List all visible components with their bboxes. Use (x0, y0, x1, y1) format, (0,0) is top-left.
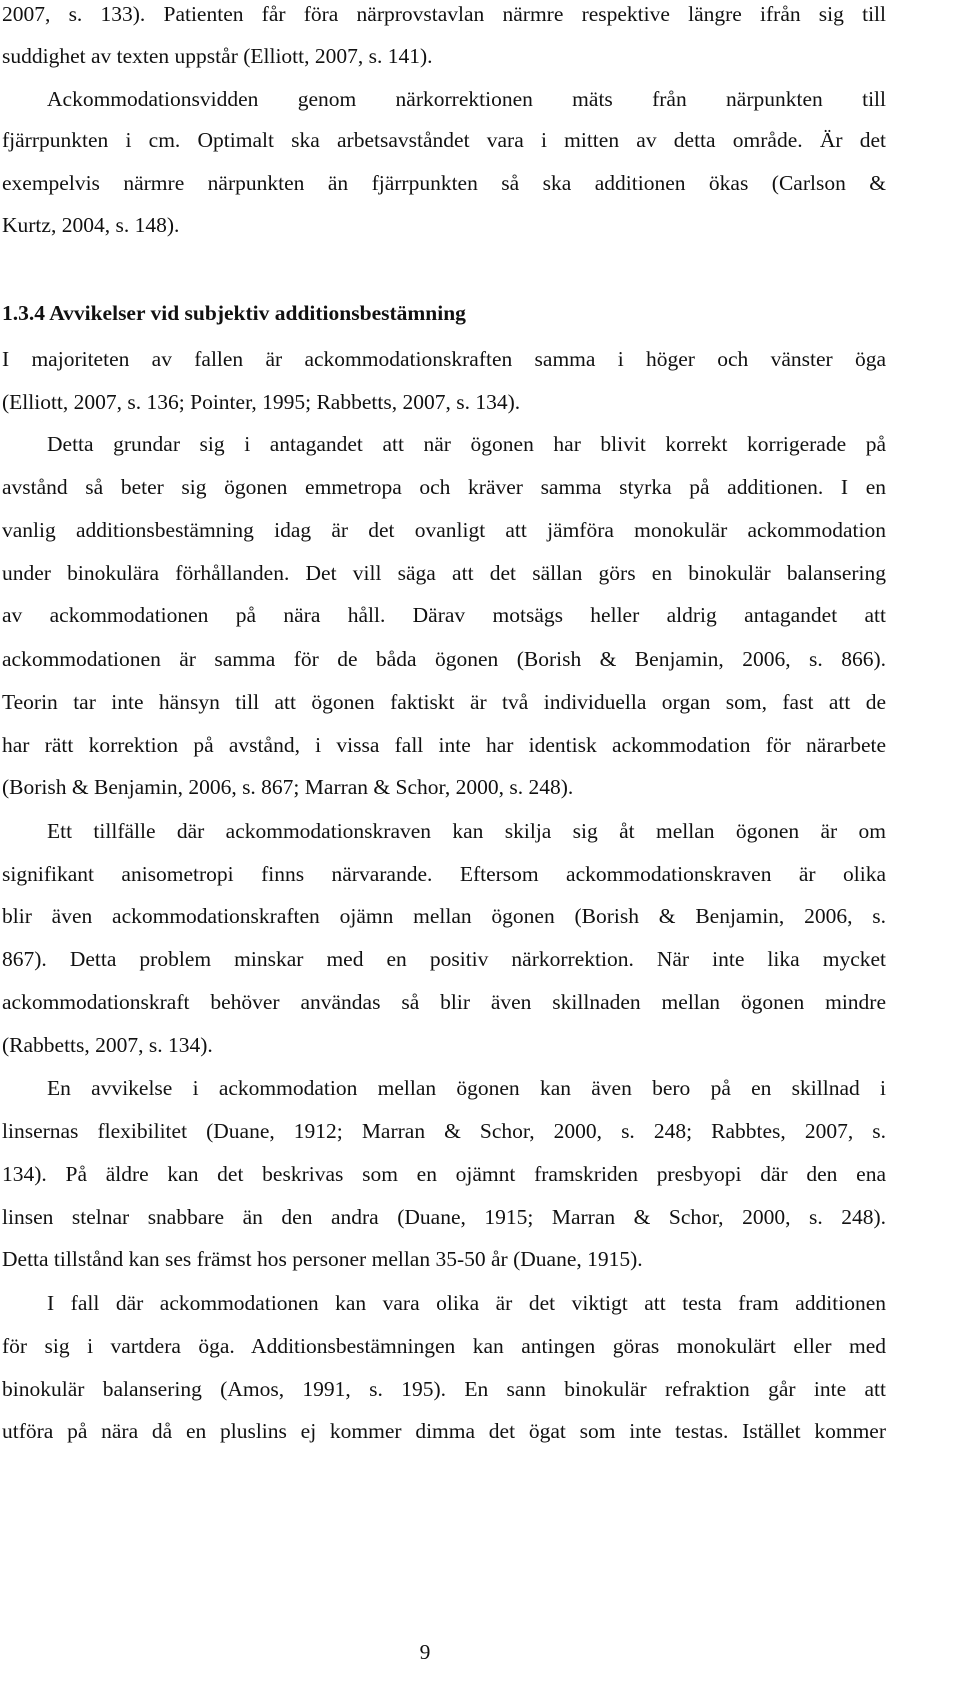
text-line: ackommodationskraft behöver användas så blir även skillnaden mellan ögonen mindre (2, 990, 886, 1014)
text-line: fjärrpunkten i cm. Optimalt ska arbetsavståndet vara i mitten av detta område. Är det (2, 128, 886, 152)
text-line: Teorin tar inte hänsyn till att ögonen faktiskt är två individuella organ som, fast att de (2, 690, 886, 714)
text-line: utföra på nära då en pluslins ej kommer dimma det ögat som inte testas. Istället kommer (2, 1419, 886, 1443)
text-line: av ackommodationen på nära håll. Därav motsägs heller aldrig antagandet att (2, 603, 886, 627)
text-line: signifikant anisometropi finns närvarande. Eftersom ackommodationskraven är olika (2, 862, 886, 886)
text-line: vanlig additionsbestämning idag är det ovanligt att jämföra monokulär ackommodation (2, 518, 886, 542)
page-number: 9 (419, 1640, 431, 1664)
text-line: 2007, s. 133). Patienten får föra närprovstavlan närmre respektive längre ifrån sig till (2, 2, 886, 26)
text-line: linsen stelnar snabbare än den andra (Duane, 1915; Marran & Schor, 2000, s. 248). (2, 1205, 886, 1229)
text-line: under binokulära förhållanden. Det vill säga att det sällan görs en binokulär balansering (2, 561, 886, 585)
text-line: binokulär balansering (Amos, 1991, s. 195). En sann binokulär refraktion går inte att (2, 1377, 886, 1401)
text-line: avstånd så beter sig ögonen emmetropa och kräver samma styrka på additionen. I en (2, 475, 886, 499)
text-line: (Elliott, 2007, s. 136; Pointer, 1995; Rabbetts, 2007, s. 134). (2, 390, 521, 414)
text-line: Detta grundar sig i antagandet att när ögonen har blivit korrekt korrigerade på (47, 432, 886, 456)
text-line: 134). På äldre kan det beskrivas som en ojämnt framskriden presbyopi där den ena (2, 1162, 886, 1186)
text-line: Kurtz, 2004, s. 148). (2, 213, 180, 237)
text-line: I majoriteten av fallen är ackommodationskraften samma i höger och vänster öga (2, 347, 886, 371)
text-line: blir även ackommodationskraften ojämn mellan ögonen (Borish & Benjamin, 2006, s. (2, 904, 886, 928)
text-line: En avvikelse i ackommodation mellan ögonen kan även bero på en skillnad i (47, 1076, 886, 1100)
text-line: Ackommodationsvidden genom närkorrektionen mäts från närpunkten till (47, 87, 886, 111)
text-line: (Rabbetts, 2007, s. 134). (2, 1033, 213, 1057)
text-line: ackommodationen är samma för de båda ögonen (Borish & Benjamin, 2006, s. 866). (2, 647, 886, 671)
text-line: I fall där ackommodationen kan vara olika är det viktigt att testa fram additionen (47, 1291, 886, 1315)
text-line: 867). Detta problem minskar med en positiv närkorrektion. När inte lika mycket (2, 947, 886, 971)
text-line: Detta tillstånd kan ses främst hos personer mellan 35-50 år (Duane, 1915). (2, 1247, 643, 1271)
text-line: för sig i vartdera öga. Additionsbestämningen kan antingen göras monokulärt eller med (2, 1334, 886, 1358)
text-line: Ett tillfälle där ackommodationskraven kan skilja sig åt mellan ögonen är om (47, 819, 886, 843)
text-line: (Borish & Benjamin, 2006, s. 867; Marran & Schor, 2000, s. 248). (2, 775, 574, 799)
text-line: suddighet av texten uppstår (Elliott, 2007, s. 141). (2, 44, 433, 68)
section-heading: 1.3.4 Avvikelser vid subjektiv additionsbestämning (2, 301, 466, 325)
text-line: exempelvis närmre närpunkten än fjärrpunkten så ska additionen ökas (Carlson & (2, 171, 886, 195)
text-line: linsernas flexibilitet (Duane, 1912; Marran & Schor, 2000, s. 248; Rabbtes, 2007, s. (2, 1119, 886, 1143)
text-line: har rätt korrektion på avstånd, i vissa fall inte har identisk ackommodation för närarbete (2, 733, 886, 757)
